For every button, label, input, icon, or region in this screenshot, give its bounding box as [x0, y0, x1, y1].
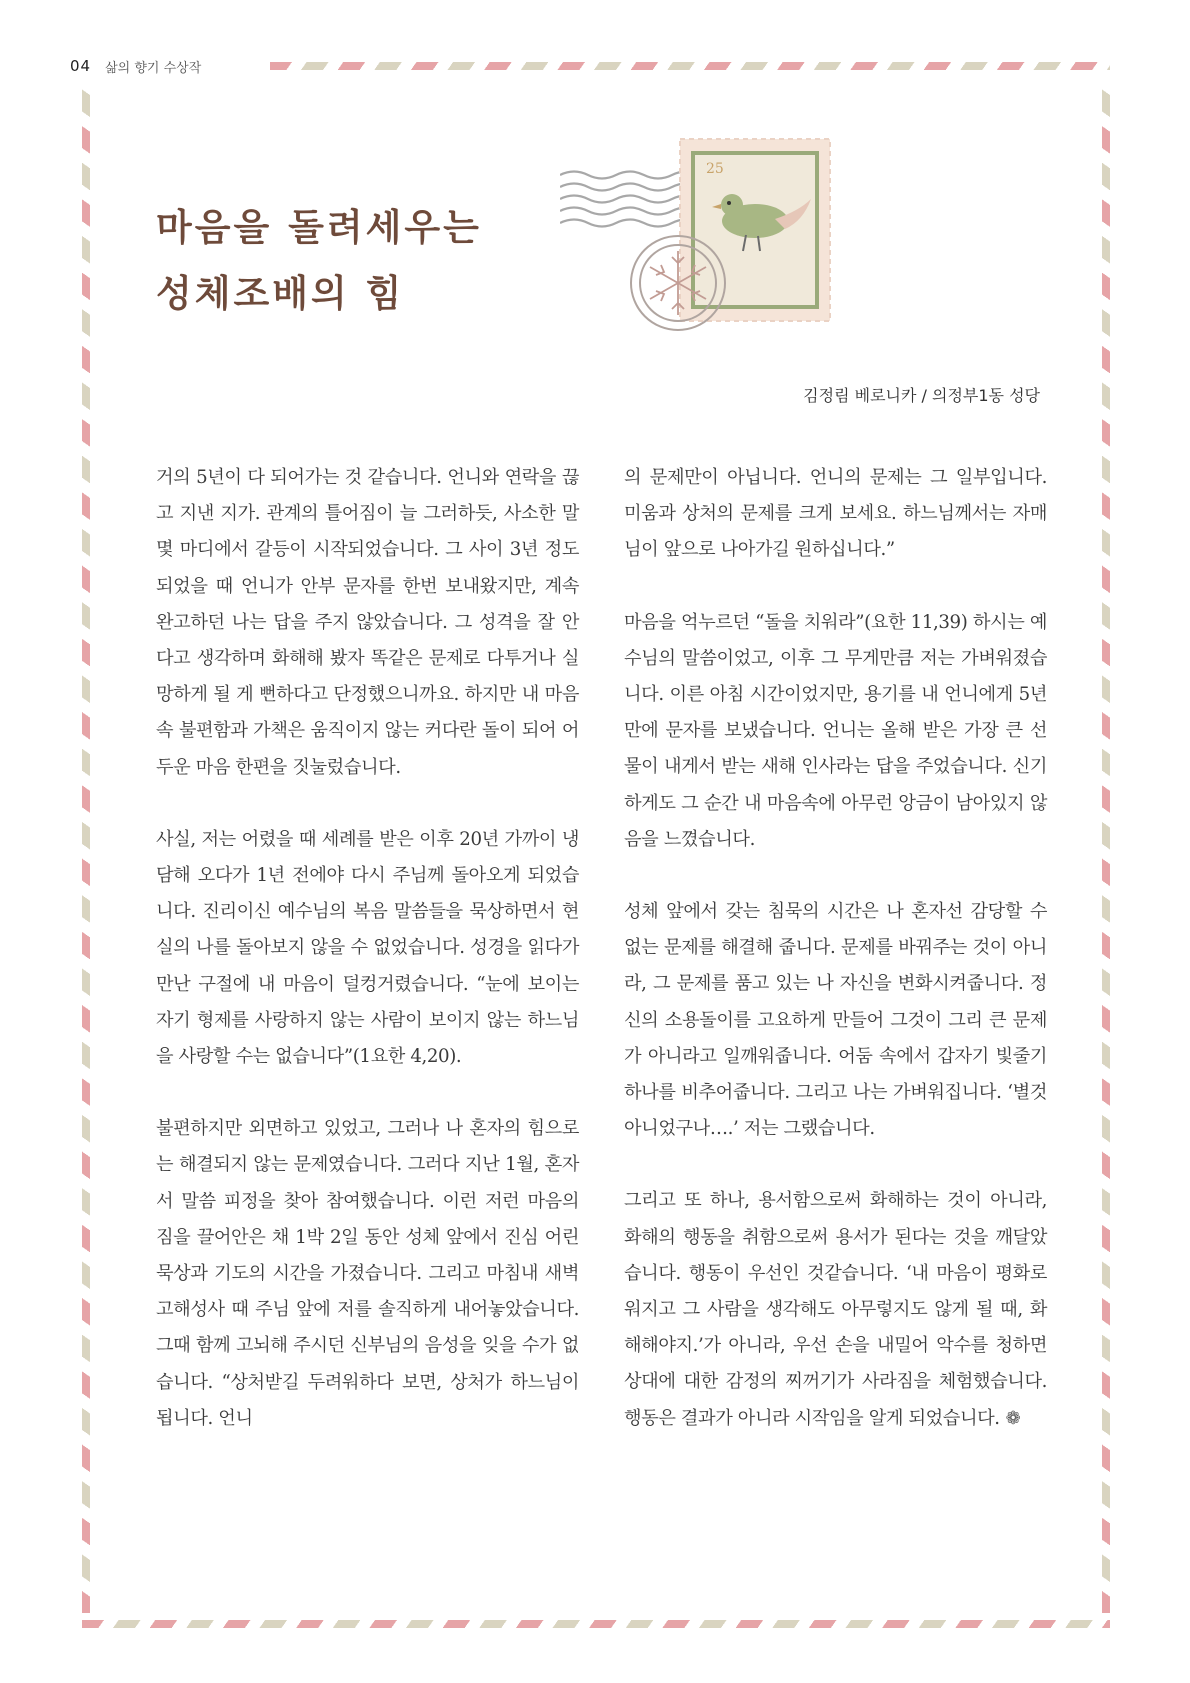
paragraph-text: 그리고 또 하나, 용서함으로써 화해하는 것이 아니라, 화해의 행동을 취함으로써 용서가 된다는 것을 깨달았습니다. 행동이 우선인 것같습니다. ‘내 마음이 평화로워지고 그 사람을 생각해도 아무렇지도 않게 될 때, 화해해야지.’가 아니라, 우선 손을 내밀어 악수를 청하면 상대에 대한 감정의 찌꺼기가 사라짐을 체험했습니다. 행동은 결과가 아니라 시작임을 알게 되었습니다.: [624, 1190, 1047, 1429]
airmail-border-left: [82, 80, 90, 1613]
airmail-border-bottom: [82, 1620, 1110, 1628]
title-line-2: 성체조배의 힘: [156, 271, 405, 315]
author-byline: 김정림 베로니카 / 의정부1동 성당: [803, 386, 1040, 405]
airmail-border-right: [1102, 80, 1110, 1613]
paragraph: 성체 앞에서 갖는 침묵의 시간은 나 혼자선 감당할 수 없는 문제를 해결해 줍니다. 문제를 바꿔주는 것이 아니라, 그 문제를 품고 있는 나 자신을 변화시켜줍니다. 정신의 소용돌이를 고요하게 만들어 그것이 그리 큰 문제가 아니라고 일깨워줍니다. 어둠 속에서 갑자기 빛줄기 하나를 비추어줍니다. 그리고 나는 가벼워집니다. ‘별것 아니었구나….’ 저는 그랬습니다.: [624, 901, 1047, 1140]
paragraph: 의 문제만이 아닙니다. 언니의 문제는 그 일부입니다. 미움과 상처의 문제를 크게 보세요. 하느님께서는 자매님이 앞으로 나아가길 원하십니다.”: [624, 467, 1047, 561]
article-title: [156, 194, 482, 326]
article-column-left: [156, 460, 579, 1437]
paragraph: 불편하지만 외면하고 있었고, 그러나 나 혼자의 힘으로는 해결되지 않는 문제였습니다. 그러다 지난 1월, 혼자서 말씀 피정을 찾아 참여했습니다. 이런 저런 마음의 짐을 끌어안은 채 1박 2일 동안 성체 앞에서 진심 어린 묵상과 기도의 시간을 가졌습니다. 그리고 마침내 새벽 고해성사 때 주님 앞에 저를 솔직하게 내어놓았습니다. 그때 함께 고뇌해 주시던 신부님의 음성을 잊을 수가 없습니다. “상처받길 두려워하다 보면, 상처가 하느님이 됩니다. 언니: [156, 1118, 579, 1429]
stamp-value: 25: [706, 161, 724, 177]
title-line-1: 마음을 돌려세우는: [156, 205, 482, 249]
airmail-border-top: [270, 62, 1110, 70]
article-column-right: [624, 460, 1047, 1437]
page-header: [70, 54, 201, 78]
flower-end-icon: ❁: [1005, 1407, 1021, 1429]
stamp-illustration: [560, 135, 910, 365]
section-name: 삶의 향기 수상작: [105, 60, 202, 76]
paragraph: 마음을 억누르던 “돌을 치워라”(요한 11,39) 하시는 예수님의 말씀이었고, 이후 그 무게만큼 저는 가벼워졌습니다. 이른 아침 시간이었지만, 용기를 내 언니에게 5년 만에 문자를 보냈습니다. 언니는 올해 받은 가장 큰 선물이 내게서 받는 새해 인사라는 답을 주었습니다. 신기하게도 그 순간 내 마음속에 아무런 앙금이 남아있지 않음을 느꼈습니다.: [624, 611, 1047, 850]
page-number: 04: [70, 57, 92, 75]
paragraph: 거의 5년이 다 되어가는 것 같습니다. 언니와 연락을 끊고 지낸 지가. 관계의 틀어짐이 늘 그러하듯, 사소한 말 몇 마디에서 갈등이 시작되었습니다. 그 사이 3년 정도 되었을 때 언니가 안부 문자를 한번 보내왔지만, 계속 완고하던 나는 답을 주지 않았습니다. 그 성격을 잘 안다고 생각하며 화해해 봤자 똑같은 문제로 다투거나 실망하게 될 게 뻔하다고 단정했으니까요. 하지만 내 마음속 불편함과 가책은 움직이지 않는 커다란 돌이 되어 어두운 마음 한편을 짓눌렀습니다.: [156, 467, 579, 778]
paragraph: 사실, 저는 어렸을 때 세례를 받은 이후 20년 가까이 냉담해 오다가 1년 전에야 다시 주님께 돌아오게 되었습니다. 진리이신 예수님의 복음 말씀들을 묵상하면서 현실의 나를 돌아보지 않을 수 없었습니다. 성경을 읽다가 만난 구절에 내 마음이 덜컹거렸습니다. “눈에 보이는 자기 형제를 사랑하지 않는 사람이 보이지 않는 하느님을 사랑할 수는 없습니다”(1요한 4,20).: [156, 828, 579, 1068]
paragraph-last: [624, 1183, 1047, 1436]
postage-stamp-icon: [680, 139, 830, 321]
